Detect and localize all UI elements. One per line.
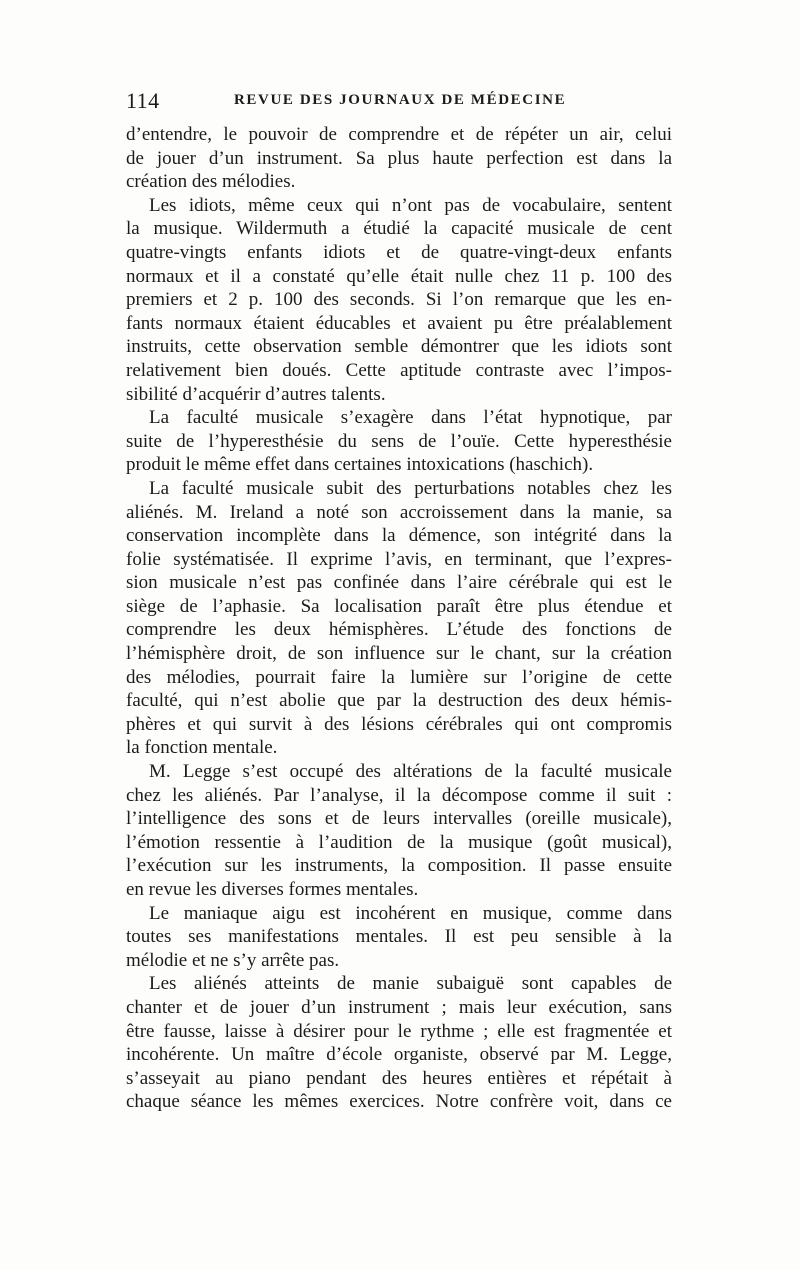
text-line: chez les aliénés. Par l’analyse, il la décompose comme il suit : [126,784,672,806]
text-line: s’asseyait au piano pendant des heures entières et répétait à [126,1067,672,1089]
text-line: produit le même effet dans certaines intoxications (haschich). [126,454,594,476]
text-line: sion musicale n’est pas confinée dans l’aire cérébrale qui est le [126,572,672,594]
text-line: des mélodies, pourrait faire la lumière sur l’origine de cette [126,666,672,688]
text-line: instruits, cette observation semble démontrer que les idiots sont [126,336,672,358]
text-line: l’émotion ressentie à l’audition de la musique (goût musical), [126,831,672,853]
paragraph [126,406,672,477]
text-line: phères et qui survit à des lésions cérébrales qui ont compromis [126,713,672,735]
text-line: mélodie et ne s’y arrête pas. [126,949,340,971]
text-line: chanter et de jouer d’un instrument ; mais leur exécution, sans [126,996,672,1018]
text-line: premiers et 2 p. 100 des seconds. Si l’on remarque que les en- [126,289,672,311]
text-line: l’hémisphère droit, de son influence sur le chant, sur la création [126,643,672,665]
text-line: sibilité d’acquérir d’autres talents. [126,383,386,405]
text-line: en revue les diverses formes mentales. [126,879,419,900]
text-line: être fausse, laisse à désirer pour le rythme ; elle est fragmentée et [126,1020,672,1042]
paragraph [126,123,672,194]
paragraph [126,760,672,902]
paragraph [126,902,672,973]
text-line: La faculté musicale s’exagère dans l’état hypnotique, par [149,407,672,429]
text-line: normaux et il a constaté qu’elle était nulle chez 11 p. 100 des [126,265,672,287]
page-number: 114 [126,88,160,113]
text-line: Les idiots, même ceux qui n’ont pas de vocabulaire, sentent [149,194,672,216]
text-line: l’intelligence des sons et de leurs intervalles (oreille musicale), [126,808,672,830]
text-line: Le maniaque aigu est incohérent en musique, comme dans [149,902,672,924]
paragraph [126,477,672,760]
text-line: folie systématisée. Il exprime l’avis, en terminant, que l’expres- [126,548,672,570]
body-text [126,123,672,1114]
text-line: incohérente. Un maître d’école organiste, observé par M. Legge, [126,1044,672,1066]
paragraph [126,194,672,406]
text-line: la fonction mentale. [126,737,278,759]
text-line: toutes ses manifestations mentales. Il est peu sensible à la [126,926,672,948]
text-line: siège de l’aphasie. Sa localisation paraît être plus étendue et [126,595,672,617]
text-line: d’entendre, le pouvoir de comprendre et de répéter un air, celui [126,124,672,145]
text-line: conservation incomplète dans la démence, son intégrité dans la [126,525,672,547]
text-line: suite de l’hyperesthésie du sens de l’ouïe. Cette hyperesthésie [126,430,672,452]
text-line: de jouer d’un instrument. Sa plus haute perfection est dans la [126,147,672,169]
text-line: faculté, qui n’est abolie que par la destruction des deux hémis- [126,690,672,712]
text-line: aliénés. M. Ireland a noté son accroissement dans la manie, sa [126,501,672,523]
text-line: Les aliénés atteints de manie subaiguë sont capables de [149,973,672,995]
text-line: fants normaux étaient éducables et avaient pu être préalablement [126,312,672,334]
text-line: M. Legge s’est occupé des altérations de la faculté musicale [149,761,672,783]
text-line: l’exécution sur les instruments, la composition. Il passe ensuite [126,855,672,877]
text-line: comprendre les deux hémisphères. L’étude des fonctions de [126,619,672,641]
text-line: relativement bien doués. Cette aptitude contraste avec l’impos- [126,359,672,381]
text-line: chaque séance les mêmes exercices. Notre confrère voit, dans ce [126,1091,672,1113]
text-line: La faculté musicale subit des perturbations notables chez les [149,477,672,499]
text-line: création des mélodies. [126,171,296,193]
paragraph [126,972,672,1114]
running-title: REVUE DES JOURNAUX DE MÉDECINE [234,92,567,108]
page-header [126,88,672,118]
text-line: la musique. Wildermuth a étudié la capacité musicale de cent [126,218,672,240]
text-line: quatre-vingts enfants idiots et de quatre-vingt-deux enfants [126,241,672,263]
